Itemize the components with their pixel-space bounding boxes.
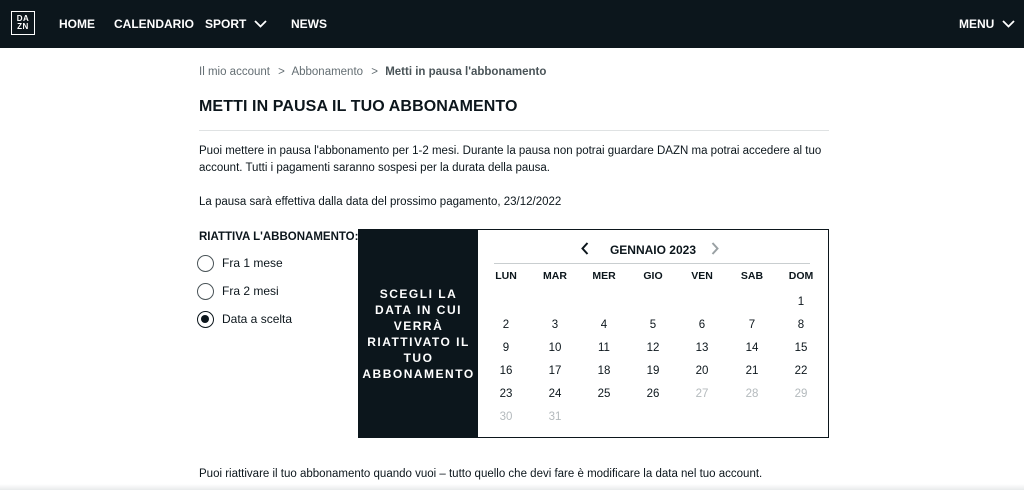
radio-button[interactable]	[197, 255, 214, 272]
chevron-down-icon	[254, 20, 267, 28]
calendar-day[interactable]: 13	[695, 342, 709, 354]
calendar-day[interactable]: 25	[597, 388, 611, 400]
next-month-button[interactable]	[711, 242, 719, 260]
calendar-day[interactable]: 9	[502, 342, 510, 354]
date-picker-panel	[358, 229, 829, 438]
logo-text-bottom: ZN	[17, 22, 29, 31]
nav-sport-dropdown[interactable]	[205, 0, 267, 48]
calendar-day[interactable]: 2	[502, 319, 510, 331]
reactivation-label: RIATTIVA L'ABBONAMENTO:	[199, 231, 359, 243]
calendar-day[interactable]: 11	[598, 342, 610, 354]
menu-label: MENU	[959, 17, 995, 31]
weekday-header: LUN	[495, 270, 517, 282]
calendar-day[interactable]: 3	[551, 319, 559, 331]
breadcrumb-separator: >	[371, 66, 378, 78]
calendar-divider	[494, 263, 810, 264]
calendar-day[interactable]: 18	[597, 365, 611, 377]
calendar-day[interactable]: 1	[797, 296, 805, 308]
calendar-day[interactable]: 22	[794, 365, 808, 377]
weekday-header: SAB	[740, 270, 764, 282]
weekday-header: GIO	[643, 270, 663, 282]
option-custom-date[interactable]	[197, 310, 292, 328]
nav-news-link[interactable]: NEWS	[291, 17, 327, 31]
calendar-day[interactable]: 10	[548, 342, 562, 354]
breadcrumb-subscription[interactable]: Abbonamento	[291, 66, 364, 78]
calendar-day[interactable]: 7	[748, 319, 756, 331]
option-label: Data a scelta	[222, 312, 293, 326]
calendar-day[interactable]: 15	[794, 342, 808, 354]
calendar-day-disabled: 28	[745, 388, 759, 400]
effective-date-text: La pausa sarà effettiva dalla data del prossimo pagamento, 23/12/2022	[199, 196, 562, 208]
calendar-header	[478, 240, 828, 260]
weekday-header: MER	[592, 270, 616, 282]
calendar-day[interactable]: 21	[745, 365, 759, 377]
chevron-down-icon	[1002, 20, 1015, 28]
calendar-day[interactable]: 8	[797, 319, 805, 331]
calendar-day[interactable]: 16	[499, 365, 513, 377]
nav-calendar-link[interactable]: CALENDARIO	[114, 17, 194, 31]
month-title: GENNAIO 2023	[609, 243, 697, 257]
breadcrumb-current: Metti in pausa l'abbonamento	[385, 66, 547, 78]
option-two-months[interactable]	[197, 282, 279, 300]
chevron-left-icon	[581, 242, 589, 255]
calendar-day[interactable]: 12	[646, 342, 660, 354]
calendar-day-disabled: 29	[794, 388, 808, 400]
nav-home-link[interactable]: HOME	[59, 17, 95, 31]
radio-button-selected[interactable]	[197, 311, 214, 328]
title-divider	[199, 130, 829, 131]
weekday-header: MAR	[543, 270, 567, 282]
calendar-day[interactable]: 5	[649, 319, 657, 331]
calendar-day[interactable]: 24	[548, 388, 562, 400]
previous-month-button[interactable]	[581, 242, 589, 260]
page-title: METTI IN PAUSA IL TUO ABBONAMENTO	[199, 98, 518, 115]
chevron-right-icon	[711, 242, 719, 255]
calendar-day-disabled: 31	[548, 411, 562, 423]
nav-sport-label: SPORT	[205, 17, 247, 31]
weekday-header: DOM	[788, 270, 814, 282]
calendar-day[interactable]: 23	[499, 388, 513, 400]
weekday-header: VEN	[691, 270, 713, 282]
calendar-day[interactable]: 20	[695, 365, 709, 377]
calendar-day[interactable]: 4	[600, 319, 608, 331]
calendar-day[interactable]: 17	[548, 365, 562, 377]
radio-button[interactable]	[197, 283, 214, 300]
option-label: Fra 2 mesi	[222, 284, 279, 298]
dazn-logo[interactable]	[11, 11, 35, 35]
calendar-day-disabled: 27	[695, 388, 709, 400]
breadcrumb-separator: >	[278, 66, 285, 78]
calendar-day[interactable]: 19	[646, 365, 660, 377]
calendar-day[interactable]: 6	[698, 319, 706, 331]
calendar-day[interactable]: 26	[646, 388, 660, 400]
option-label: Fra 1 mese	[222, 256, 283, 270]
bottom-shadow	[0, 484, 1024, 490]
option-one-month[interactable]	[197, 254, 283, 272]
menu-button[interactable]	[959, 0, 1015, 48]
date-picker-prompt: SCEGLI LA DATA IN CUI VERRÀ RIATTIVATO IL TUO ABBONAMENTO	[359, 230, 478, 437]
calendar-day[interactable]: 14	[745, 342, 759, 354]
top-navigation-bar	[0, 0, 1024, 48]
calendar-day-disabled: 30	[499, 411, 513, 423]
breadcrumb-my-account[interactable]: Il mio account	[199, 66, 270, 78]
footer-note: Puoi riattivare il tuo abbonamento quando vuoi – tutto quello che devi fare è modificare la data nel tuo account.	[199, 468, 763, 480]
logo-text-top: DA	[16, 14, 30, 23]
breadcrumb	[199, 66, 546, 78]
intro-text: Puoi mettere in pausa l'abbonamento per 1-2 mesi. Durante la pausa non potrai guardare DAZN ma potrai accedere al tuo account. Tutti i pagamenti saranno sospesi per la durata della pausa.	[199, 145, 822, 174]
calendar	[478, 230, 828, 437]
